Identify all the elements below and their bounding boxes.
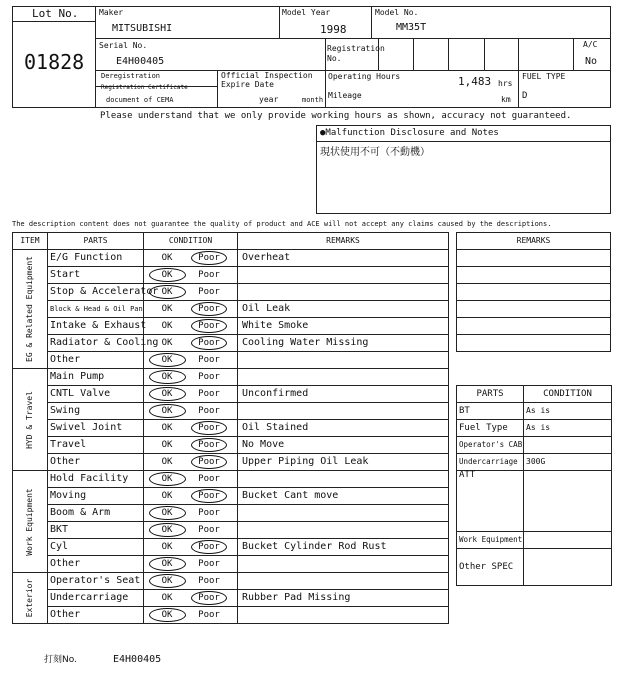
condition-cell: [144, 318, 238, 335]
part-name: E/G Function: [48, 250, 144, 267]
ok-option: OK: [161, 440, 173, 450]
ok-option: OK: [161, 576, 173, 586]
parts-row: [457, 437, 612, 454]
registration-label: Registration No.: [327, 44, 385, 63]
poor-selected-mark: [191, 302, 227, 316]
side-remarks-row: [457, 335, 611, 352]
table-row: [13, 420, 449, 437]
condition-cell: [144, 420, 238, 437]
parts-row-label: BT: [457, 403, 524, 420]
parts-row: [457, 454, 612, 471]
divider: [279, 6, 280, 38]
divider: [95, 6, 96, 108]
remark-cell: [238, 522, 449, 539]
inspection-table: [12, 232, 449, 624]
part-name: Boom & Arm: [48, 505, 144, 522]
serial-value: E4H00405: [116, 56, 165, 67]
ok-option: OK: [161, 457, 173, 467]
ok-option: OK: [161, 321, 173, 331]
part-name: Moving: [48, 488, 144, 505]
year-label: year: [259, 95, 279, 104]
condition-cell: [144, 607, 238, 624]
condition-cell: [144, 437, 238, 454]
ok-option: OK: [161, 253, 173, 263]
ok-selected-mark: [149, 268, 186, 282]
poor-selected-mark: [191, 591, 227, 605]
side-remarks-row: [457, 301, 611, 318]
month-label: month: [302, 96, 324, 104]
part-name: Operator's Seat: [48, 573, 144, 590]
table-row: [13, 318, 449, 335]
remark-cell: [238, 403, 449, 420]
poor-selected-mark: [191, 455, 227, 469]
poor-option: Poor: [198, 304, 220, 314]
parts-row-condition: 300G: [524, 454, 612, 471]
condition-cell: [144, 471, 238, 488]
condition-cell: [144, 539, 238, 556]
remark-cell: Bucket Cant move: [238, 488, 449, 505]
table-row: [13, 607, 449, 624]
ok-option: OK: [161, 593, 173, 603]
poor-option: Poor: [198, 321, 220, 331]
operating-hours-label: Operating Hours: [328, 72, 401, 81]
parts-row-condition: As is: [524, 420, 612, 437]
ac-label: A/C: [583, 40, 598, 49]
poor-option: Poor: [198, 355, 220, 365]
condition-cell: [144, 505, 238, 522]
remark-cell: Rubber Pad Missing: [238, 590, 449, 607]
table-row: [13, 335, 449, 352]
ok-option: OK: [161, 542, 173, 552]
mileage-label: Mileage: [328, 91, 362, 100]
ok-option: OK: [161, 304, 173, 314]
parts-row-condition: [524, 532, 612, 549]
ok-option: OK: [161, 491, 173, 501]
poor-option: Poor: [198, 457, 220, 467]
parts-row: [457, 532, 612, 549]
remark-cell: Upper Piping Oil Leak: [238, 454, 449, 471]
ok-option: OK: [161, 406, 173, 416]
maker-label: Maker: [99, 8, 124, 17]
part-name: Intake & Exhaust: [48, 318, 144, 335]
condition-cell: [144, 403, 238, 420]
parts-row: [457, 549, 612, 586]
footer-label: 打刻No.: [44, 655, 77, 665]
working-hours-notice: Please understand that we only provide working hours as shown, accuracy not guaranteed.: [100, 111, 572, 121]
item-group-cell: [13, 250, 48, 369]
table-row: [13, 284, 449, 301]
table-row: [13, 573, 449, 590]
model-year-value: 1998: [320, 23, 347, 36]
fuel-type-value: D: [522, 91, 528, 101]
poor-option: Poor: [198, 270, 220, 280]
divider: [413, 38, 414, 70]
remark-cell: [238, 352, 449, 369]
part-name: BKT: [48, 522, 144, 539]
lot-number: 01828: [24, 50, 85, 74]
poor-selected-mark: [191, 421, 227, 435]
item-group-label: HYD & Travel: [25, 390, 34, 449]
divider: [316, 141, 611, 142]
poor-option: Poor: [198, 542, 220, 552]
condition-cell: [144, 573, 238, 590]
condition-cell: [144, 522, 238, 539]
part-name: Swivel Joint: [48, 420, 144, 437]
ok-selected-mark: [149, 370, 186, 384]
part-name: Other: [48, 352, 144, 369]
parts-row-label: Other SPEC: [457, 549, 524, 586]
part-name: Block & Head & Oil Pan: [48, 301, 144, 318]
remark-cell: Unconfirmed: [238, 386, 449, 403]
parts-row-label: Undercarriage: [457, 454, 524, 471]
divider: [378, 38, 379, 70]
condition-header: CONDITION: [144, 233, 238, 250]
divider: [95, 38, 611, 39]
remark-cell: No Move: [238, 437, 449, 454]
poor-option: Poor: [198, 559, 220, 569]
part-name: Hold Facility: [48, 471, 144, 488]
divider: [325, 38, 326, 70]
ok-selected-mark: [149, 404, 186, 418]
poor-option: Poor: [198, 576, 220, 586]
remark-cell: Oil Stained: [238, 420, 449, 437]
operating-hours-value: 1,483: [458, 75, 492, 88]
side-remarks-header: REMARKS: [457, 233, 611, 250]
part-name: Swing: [48, 403, 144, 420]
condition-cell: [144, 250, 238, 267]
poor-selected-mark: [191, 540, 227, 554]
remark-cell: [238, 471, 449, 488]
poor-selected-mark: [191, 251, 227, 265]
side-remarks-row: [457, 267, 611, 284]
condition-cell: [144, 335, 238, 352]
item-group-cell: [13, 369, 48, 471]
condition-cell: [144, 386, 238, 403]
model-no-value: MM35T: [396, 22, 427, 33]
condition-cell: [144, 267, 238, 284]
poor-option: Poor: [198, 253, 220, 263]
item-group-cell: [13, 471, 48, 573]
table-row: [13, 454, 449, 471]
divider: [217, 70, 218, 108]
parts-row-condition: [524, 471, 612, 532]
remark-cell: Oil Leak: [238, 301, 449, 318]
table-row: [13, 250, 449, 267]
divider: [518, 38, 519, 70]
part-name: CNTL Valve: [48, 386, 144, 403]
ok-option: OK: [161, 372, 173, 382]
parts-row-label: Fuel Type: [457, 420, 524, 437]
footer-value: E4H00405: [113, 654, 162, 665]
ok-option: OK: [161, 610, 173, 620]
disclaimer: The description content does not guarantee the quality of product and ACE will not accept any claims caused by the descriptions.: [12, 220, 552, 228]
ok-selected-mark: [149, 472, 186, 486]
poor-option: Poor: [198, 593, 220, 603]
condition-cell: [144, 454, 238, 471]
condition-cell: [144, 488, 238, 505]
remark-cell: [238, 369, 449, 386]
ok-option: OK: [161, 338, 173, 348]
remark-cell: White Smoke: [238, 318, 449, 335]
table-row: [13, 488, 449, 505]
table-row: [13, 539, 449, 556]
condition-cell: [144, 284, 238, 301]
divider: [12, 21, 95, 22]
poor-option: Poor: [198, 610, 220, 620]
table-row: [13, 267, 449, 284]
official-inspection-label: Official Inspection: [221, 71, 313, 80]
part-name: Other: [48, 454, 144, 471]
poor-option: Poor: [198, 474, 220, 484]
parts-row-condition: [524, 549, 612, 586]
part-name: Stop & Accelerator: [48, 284, 144, 301]
poor-selected-mark: [191, 438, 227, 452]
deregistration-label: Deregistration: [101, 72, 161, 80]
remark-cell: [238, 505, 449, 522]
side-remarks-row: [457, 284, 611, 301]
ok-option: OK: [161, 355, 173, 365]
hrs-unit: hrs: [498, 79, 513, 88]
table-row: [13, 386, 449, 403]
remark-cell: [238, 267, 449, 284]
poor-option: Poor: [198, 406, 220, 416]
condition-cell: [144, 556, 238, 573]
table-row: [13, 522, 449, 539]
ok-selected-mark: [149, 353, 186, 367]
part-name: Other: [48, 556, 144, 573]
doc-cema-label: document of CEMA: [106, 96, 174, 104]
item-group-label: Exterior: [25, 578, 34, 618]
parts-row: [457, 420, 612, 437]
table-row: [13, 403, 449, 420]
ok-option: OK: [161, 423, 173, 433]
divider: [325, 70, 326, 108]
table-row: [13, 590, 449, 607]
ok-selected-mark: [149, 506, 186, 520]
remark-cell: [238, 573, 449, 590]
maker-value: MITSUBISHI: [112, 23, 173, 34]
part-name: Travel: [48, 437, 144, 454]
remark-cell: [238, 556, 449, 573]
ok-selected-mark: [149, 387, 186, 401]
poor-option: Poor: [198, 423, 220, 433]
lot-label: Lot No.: [32, 7, 79, 20]
parts-row-label: Work Equipment: [457, 532, 524, 549]
ok-selected-mark: [149, 523, 186, 537]
ok-option: OK: [161, 525, 173, 535]
malfunction-title: ●Malfunction Disclosure and Notes: [320, 128, 499, 138]
divider: [371, 6, 372, 38]
table-row: [13, 471, 449, 488]
ac-value: No: [585, 56, 598, 67]
remark-cell: Cooling Water Missing: [238, 335, 449, 352]
ok-selected-mark: [149, 557, 186, 571]
poor-selected-mark: [191, 319, 227, 333]
poor-option: Poor: [198, 525, 220, 535]
part-name: Main Pump: [48, 369, 144, 386]
poor-option: Poor: [198, 491, 220, 501]
parts-row-label: Operator's CAB: [457, 437, 524, 454]
malfunction-box: [316, 125, 611, 214]
model-year-label: Model Year: [282, 8, 331, 17]
condition-col-header: CONDITION: [524, 386, 612, 403]
item-group-label: EG & Related Equipment: [25, 256, 34, 362]
poor-selected-mark: [191, 336, 227, 350]
parts-col-header: PARTS: [457, 386, 524, 403]
table-row: [13, 437, 449, 454]
divider: [573, 38, 574, 70]
poor-option: Poor: [198, 508, 220, 518]
ok-option: OK: [161, 508, 173, 518]
poor-option: Poor: [198, 287, 220, 297]
remark-cell: [238, 607, 449, 624]
table-row: [13, 369, 449, 386]
divider: [95, 70, 611, 71]
poor-option: Poor: [198, 440, 220, 450]
divider: [448, 38, 449, 70]
part-name: Start: [48, 267, 144, 284]
km-unit: km: [501, 95, 511, 104]
poor-option: Poor: [198, 372, 220, 382]
part-name: Other: [48, 607, 144, 624]
remarks-header: REMARKS: [238, 233, 449, 250]
condition-cell: [144, 352, 238, 369]
parts-condition-table: [456, 385, 612, 586]
malfunction-text: 現状使用不可（不動機）: [320, 147, 430, 158]
item-group-cell: [13, 573, 48, 624]
part-name: Radiator & Cooling: [48, 335, 144, 352]
parts-header: PARTS: [48, 233, 144, 250]
serial-label: Serial No.: [99, 41, 148, 50]
ok-selected-mark: [149, 285, 186, 299]
side-remarks-row: [457, 318, 611, 335]
divider: [484, 38, 485, 70]
item-header: ITEM: [13, 233, 48, 250]
item-group-label: Work Equipment: [25, 487, 34, 556]
condition-cell: [144, 301, 238, 318]
parts-row-condition: As is: [524, 403, 612, 420]
ok-option: OK: [161, 389, 173, 399]
remark-cell: Bucket Cylinder Rod Rust: [238, 539, 449, 556]
ok-selected-mark: [149, 574, 186, 588]
condition-cell: [144, 369, 238, 386]
ok-selected-mark: [149, 608, 186, 622]
remark-cell: Overheat: [238, 250, 449, 267]
parts-row-label: ATT: [457, 471, 524, 532]
parts-row: [457, 471, 612, 532]
part-name: Undercarriage: [48, 590, 144, 607]
divider: [518, 70, 519, 108]
table-row: [13, 301, 449, 318]
ok-option: OK: [161, 270, 173, 280]
expire-date-label: Expire Date: [221, 80, 274, 89]
poor-selected-mark: [191, 489, 227, 503]
poor-option: Poor: [198, 389, 220, 399]
ok-option: OK: [161, 287, 173, 297]
side-remarks-table: [456, 232, 611, 352]
poor-option: Poor: [198, 338, 220, 348]
part-name: Cyl: [48, 539, 144, 556]
table-row: [13, 352, 449, 369]
table-row: [13, 556, 449, 573]
side-remarks-row: [457, 250, 611, 267]
table-row: [13, 505, 449, 522]
condition-cell: [144, 590, 238, 607]
ok-option: OK: [161, 559, 173, 569]
parts-row-condition: [524, 437, 612, 454]
model-no-label: Model No.: [375, 8, 419, 17]
fuel-type-label: FUEL TYPE: [522, 72, 566, 81]
parts-row: [457, 403, 612, 420]
remark-cell: [238, 284, 449, 301]
reg-certificate-label: Registration Certificate: [101, 84, 188, 91]
ok-option: OK: [161, 474, 173, 484]
